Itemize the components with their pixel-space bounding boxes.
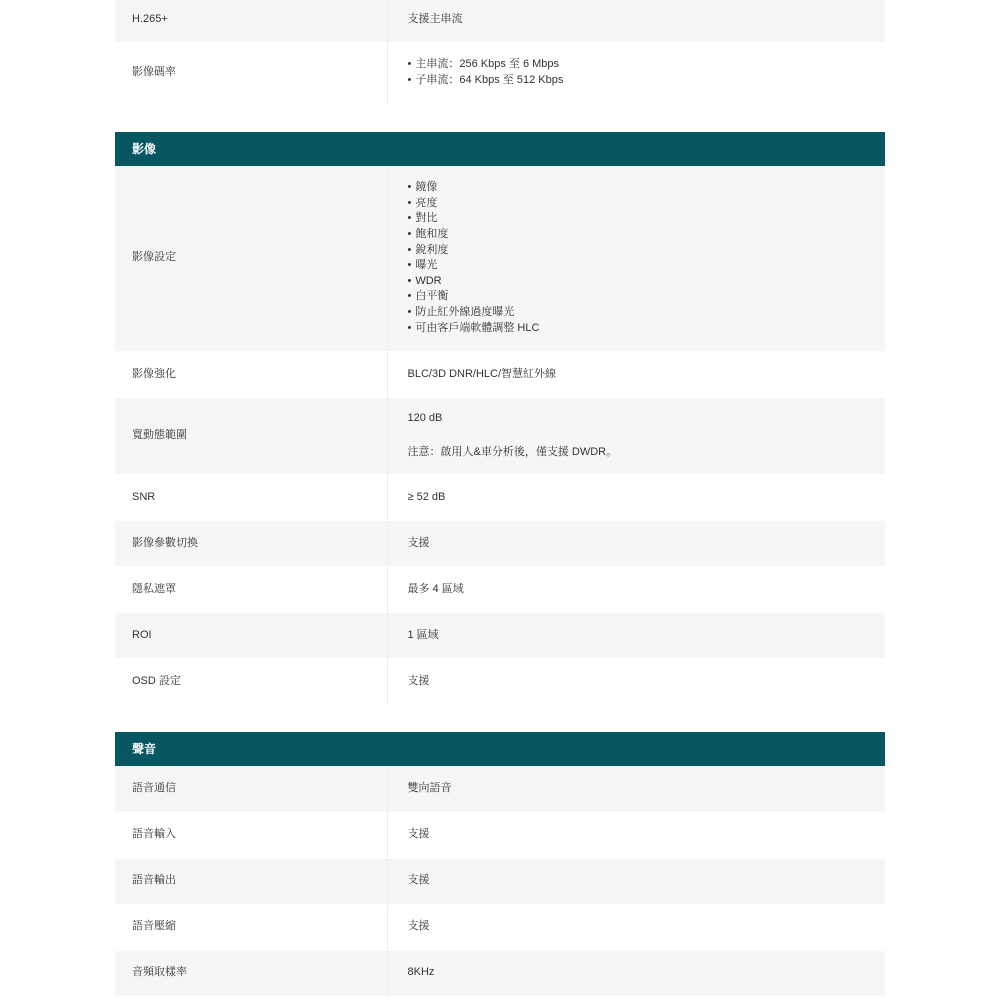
spec-key: 影像設定 xyxy=(115,166,387,352)
list-item: • 飽和度 xyxy=(408,227,886,243)
list-item: • 銳利度 xyxy=(408,243,886,259)
spec-row-voice-compression xyxy=(115,904,885,950)
spec-row-h265plus xyxy=(115,0,885,42)
list-item: • 白平衡 xyxy=(408,289,886,305)
section-spacer xyxy=(115,705,885,732)
spec-key: 語音輸入 xyxy=(115,812,387,858)
spec-key: H.265+ xyxy=(115,0,387,42)
list-item: • 可由客戶端軟體調整 HLC xyxy=(408,321,886,337)
spec-value: 支援 xyxy=(387,521,885,567)
spec-key: 音頻取樣率 xyxy=(115,950,387,996)
list-item: • 防止紅外線過度曝光 xyxy=(408,305,886,321)
spec-value xyxy=(387,398,885,475)
spec-key: 語音輸出 xyxy=(115,858,387,904)
spec-value: 雙向語音 xyxy=(387,766,885,812)
spec-value: BLC/3D DNR/HLC/智慧紅外線 xyxy=(387,352,885,398)
spec-value: 支援 xyxy=(387,812,885,858)
spec-row-param-switch xyxy=(115,521,885,567)
bitrate-list xyxy=(408,57,886,88)
spec-value xyxy=(387,166,885,352)
spec-value: 1 區域 xyxy=(387,613,885,659)
image-settings-list xyxy=(408,180,886,336)
spec-key: 隱私遮罩 xyxy=(115,567,387,613)
spec-row-roi xyxy=(115,613,885,659)
spec-key: 語音通信 xyxy=(115,766,387,812)
list-item: • 曝光 xyxy=(408,258,886,274)
spec-row-image-settings xyxy=(115,166,885,352)
spec-value: 最多 4 區域 xyxy=(387,567,885,613)
spec-key: OSD 設定 xyxy=(115,659,387,705)
wdr-value: 120 dB xyxy=(407,412,443,425)
spec-row-voice-comm xyxy=(115,766,885,812)
list-item: • 鏡像 xyxy=(408,180,886,196)
spec-key: 影像參數切換 xyxy=(115,521,387,567)
spec-value: 8KHz xyxy=(387,950,885,996)
spec-value: 支援主串流 xyxy=(387,0,885,42)
spec-key: 影像強化 xyxy=(115,352,387,398)
section-spacer xyxy=(115,105,885,132)
spec-sheet xyxy=(115,0,885,997)
spec-key: SNR xyxy=(115,475,387,521)
wdr-note: 注意：啟用人&車分析後，僅支援 DWDR。 xyxy=(407,446,618,458)
spec-row-voice-input xyxy=(115,812,885,858)
spec-value: 支援 xyxy=(387,659,885,705)
spec-value xyxy=(387,42,885,104)
spec-row-privacy-mask xyxy=(115,567,885,613)
spec-value: ≥ 52 dB xyxy=(387,475,885,521)
section-header-image: 影像 xyxy=(115,132,885,166)
spec-row-osd xyxy=(115,659,885,705)
audio-spec-table xyxy=(115,766,885,997)
spec-row-voice-output xyxy=(115,858,885,904)
list-item: • 對比 xyxy=(408,211,886,227)
section-header-audio: 聲音 xyxy=(115,732,885,766)
spec-row-wdr xyxy=(115,398,885,475)
list-item: • 主串流：256 Kbps 至 6 Mbps xyxy=(408,57,886,73)
spec-key: 寬動態範圍 xyxy=(115,398,387,475)
image-spec-table xyxy=(115,166,885,706)
spec-key: 影像碼率 xyxy=(115,42,387,104)
spec-key: 語音壓縮 xyxy=(115,904,387,950)
spec-value: 支援 xyxy=(387,858,885,904)
spec-value: 支援 xyxy=(387,904,885,950)
spec-row-snr xyxy=(115,475,885,521)
list-item: • 子串流：64 Kbps 至 512 Kbps xyxy=(408,73,886,89)
spec-row-image-enhance xyxy=(115,352,885,398)
video-spec-table xyxy=(115,0,885,105)
spec-row-sample-rate xyxy=(115,950,885,996)
list-item: • WDR xyxy=(408,274,886,290)
list-item: • 亮度 xyxy=(408,196,886,212)
spec-row-bitrate xyxy=(115,42,885,104)
spec-key: ROI xyxy=(115,613,387,659)
